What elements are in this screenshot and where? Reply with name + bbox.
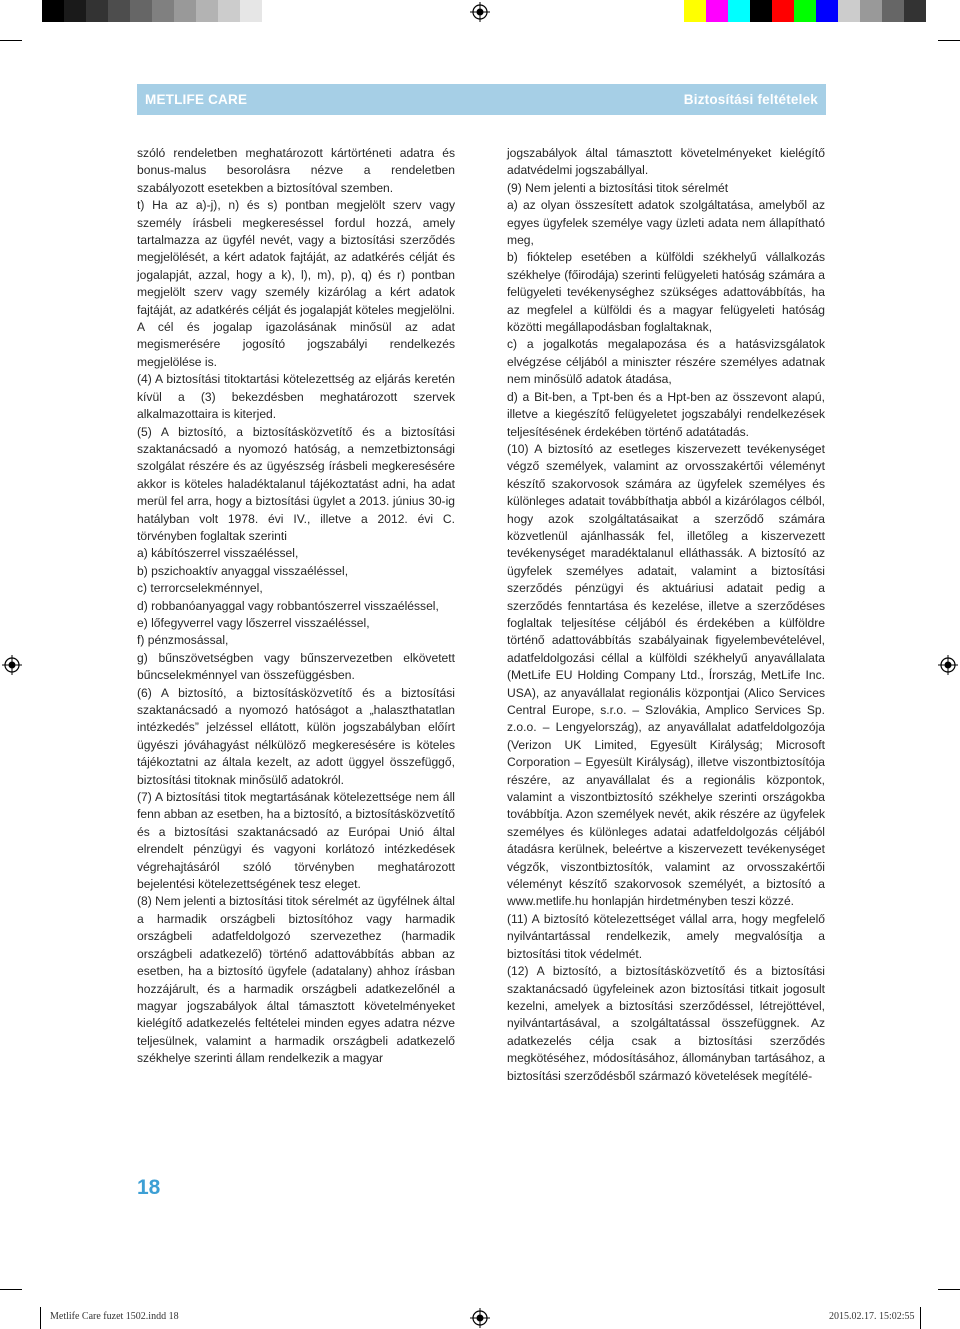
crop-mark [0,40,22,41]
paragraph: szóló rendeletben meghatározott kártörténeti adatra és bonus-malus besorolásra nézve a rendeletben szabályozott esetekben a biztosítóval szemben. [137,146,455,195]
grayscale-swatch-bar [42,0,284,22]
color-swatch [64,0,86,22]
left-text-column [137,145,455,1068]
color-swatch [816,0,838,22]
paragraph: (7) A biztosítási titok megtartásának kötelezettsége nem áll fenn abban az esetben, ha a biztosító, a biztosításközvetítő és a biztosítási szaktanácsadó az Európai Unió által elrendelt pénzügyi és vagyoni korlátozó intézkedések végrehajtásáról szóló törvényben meghatározott bejelentési kötelezettségének tesz eleget. [137,790,456,892]
list-item: b) fióktelep esetében a külföldi székhelyű vállalkozás székhelye (főirodája) szerinti felügyeleti hatóság számára a felügyeleti tevékenységhez szükséges adattovábbítás, ha az megfelel a külföldi és a magyar felügyeleti hatóság közötti megállapodásban foglaltaknak, [507,250,825,335]
crop-mark [938,1289,960,1290]
paragraph: (11) A biztosító kötelezettséget vállal arra, hogy megfelelő nyilvántartással rendelkezik, amely megvalósítja a biztosítási titok védelmét. [507,911,825,961]
list-item: d) a Bit-ben, a Tpt-ben és a Hpt-ben az összevont alapú, illetve a kiegészítő felügyeletet jogszabályi rendelkezések teljesítésének érdekében történő adatátadás. [507,389,825,439]
color-swatch [706,0,728,22]
registration-mark-icon [938,655,958,675]
color-swatch [218,0,240,22]
registration-mark-icon [470,2,490,22]
list-item: b) pszichoaktív anyaggal visszaéléssel, [137,563,349,578]
color-swatch [174,0,196,22]
color-swatch [42,0,64,22]
registration-mark-icon [2,655,22,675]
paragraph: (12) A biztosító, a biztosításközvetítő és a biztosítási szaktanácsadó ügyfeleinek azon biztosítási titkait jogosult kezelni, amelyek a biztosítási szerződéssel, létrejöttével, nyilvántartásával, a szolgáltatással összefüggnek. Az adatkezelés célja csak a biztosítási szerződés megkötéséhez, módosításához, állományban tartásához, a biztosítási szerződésből származó követelések megítélé- [507,964,825,1083]
color-swatch [750,0,772,22]
color-swatch [904,0,926,22]
page-number: 18 [137,1176,161,1199]
paragraph: (10) A biztosító az esetleges kiszervezett tevékenységet végző személyek, valamint az orvosszakértői véleményt készítő szakorvosok számára az ügyfelek személyes és különleges adatait továbbíthatja abból a kizárólagos célból, hogy azok szolgáltatásaikat a szerződő számára közvetlenül ajánlhassák fel, illetőleg a kiszervezett tevékenységet maradéktalanul elláthassák. A biztosító az ügyfelek személyes adatait, valamint a biztosítási szerződés pénzügyi és aktuáriusi adatait pedig a szerződés fenntartása és kezelése, illetve a szerződéses foglaltak teljesítése céljából és érdekében a külföldre történő adattovábbítás szabályainak figyelembevételével, adatfeldolgozási céllal a külföldi székhelyű anyavállalata (MetLife EU Holding Company Ltd., Írország, MetLife Inc. USA), az anyavállalat regionális központjai (Alico Services Central Europe, s.r.o. – Szlovákia, Amplico Services Sp. z.o.o. – Lengyelország), az anyavállalat adatfeldolgozója (Verizon UK Limited, Egyesült Királyság; Microsoft Corporation – Egyesült Királyság), illetve viszontbiztosítója részére, az anyavállalat és a regionális központok, valamint a viszontbiztosító székhelye szerinti országokba továbbítja. Azon személyek nevét, akik részére az ügyfelek személyes és különleges adatai adatfeldolgozás céljából átadásra kerülnek, beleértve a kiszervezett tevékenységet végzők, viszontbiztosítók, valamint az orvosszakértői véleményt készítő szakorvosok személyét, a biztosító a www.metlife.hu honlapján hirdetményben teszi közzé. [507,441,825,909]
list-item: a) az olyan összesített adatok szolgáltatása, amelyből az egyes ügyfelek személye vagy üzleti adata nem állapítható meg, [507,198,825,248]
color-swatch [838,0,860,22]
paragraph: t) Ha az a)-j), n) és s) pontban megjelölt szerv vagy személy írásbeli megkereséssel fordul hozzá, amely tartalmazza az ügyfél nevét, vagy a biztosítási szerződés megjelölését, a kért adatok fajtáját, az adatkérés célját és jogalapját, azzal, hogy a k), l), m), p), q) és r) pontban megjelölt szerv vagy személy kizárólag a kért adatok fajtáját, az adatkérés célját és jogalapját köteles megjelölni. A cél és jogalap igazolásának minősül az adat megismerésére jogosító jogszabályi rendelkezés megjelölése is. [137,198,455,369]
color-swatch [152,0,174,22]
crop-mark [40,1307,41,1329]
list-item: c) terrorcselekménnyel, [137,581,263,596]
color-swatch [108,0,130,22]
print-slug-filename: Metlife Care fuzet 1502.indd 18 [50,1311,179,1322]
color-swatch [130,0,152,22]
print-slug-timestamp: 2015.02.17. 15:02:55 [829,1311,915,1322]
crop-mark [920,1307,921,1329]
color-swatch [772,0,794,22]
color-swatch [926,0,948,22]
list-item: f) pénzmosással, [137,633,229,648]
list-item: d) robbanóanyaggal vagy robbantószerrel visszaéléssel, [137,598,439,613]
color-swatch [882,0,904,22]
paragraph: (4) A biztosítási titoktartási kötelezettség az eljárás keretén kívül a (3) bekezdésben meghatározott szervek alkalmazottaira is kiterjed. [137,372,455,422]
color-swatch [86,0,108,22]
paragraph: (9) Nem jelenti a biztosítási titok sérelmét [507,180,729,195]
list-item: c) a jogalkotás megalapozása és a hatásvizsgálatok elvégzése céljából a miniszter részére személyes adatnak nem minősülő adatok átadása, [507,337,825,387]
color-swatch-bar [684,0,948,22]
paragraph: jogszabályok által támasztott követelményeket kielégítő adatvédelmi jogszabállyal. [507,146,825,178]
crop-mark [938,40,960,41]
registration-mark-icon [470,1308,490,1328]
right-text-column [507,145,825,1085]
list-item: g) bűnszövetségben vagy bűnszervezetben elkövetett bűncselekménnyel van összefüggésben. [137,650,455,683]
paragraph: (5) A biztosító, a biztosításközvetítő és a biztosítási szaktanácsadó a nyomozó hatóság, a nemzetbiztonsági szolgálat részére és az ügyészség írásbeli megkeresésére akkor is köteles haladéktalanul tájékoztatást adni, ha adat merül fel arra, hogy a biztosítási ügylet a 2013. június 30-ig hatályban volt 1978. évi IV., illetve a 2012. évi C. törvényben foglaltak szerinti [137,424,455,543]
list-item: a) kábítószerrel visszaéléssel, [137,546,299,561]
paragraph: (6) A biztosító, a biztosításközvetítő és a biztosítási szaktanácsadó a nyomozó hatóságot a „halaszthatatlan intézkedés” jelzéssel ellátott, külön jogszabályban előírt ügyészi jóváhagyást nélkülöző megkeresésére is köteles tájékoztatni az általa kezelt, az adott üggyel összefüggő, biztosítási titoknak minősülő adatokról. [137,685,455,787]
color-swatch [196,0,218,22]
color-swatch [728,0,750,22]
color-swatch [262,0,284,22]
color-swatch [684,0,706,22]
section-title: Biztosítási feltételek [683,92,818,107]
page-header-band [137,84,826,115]
color-swatch [860,0,882,22]
crop-mark [0,1289,22,1290]
list-item: e) lőfegyverrel vagy lőszerrel visszaéléssel, [137,615,370,630]
color-swatch [240,0,262,22]
brand-title: METLIFE CARE [145,92,248,107]
paragraph: (8) Nem jelenti a biztosítási titok sérelmét az ügyfélnek által a harmadik országbeli biztosítóhoz vagy harmadik országbeli adatfeldolgozó szervezethez (harmadik országbeli adatkezelő) történő adattovábbítás abban az esetben, ha a biztosító ügyfele (adatalany) ahhoz írásban hozzájárult, és a harmadik országbeli adatkezelőnél a magyar jogszabályok által támasztott követelményeket kielégítő adatkezelés feltételei minden egyes adatra nézve teljesülnek, valamint a harmadik országbeli adatkezelő székhelye szerinti állam rendelkezik a magyar [137,894,455,1066]
color-swatch [794,0,816,22]
